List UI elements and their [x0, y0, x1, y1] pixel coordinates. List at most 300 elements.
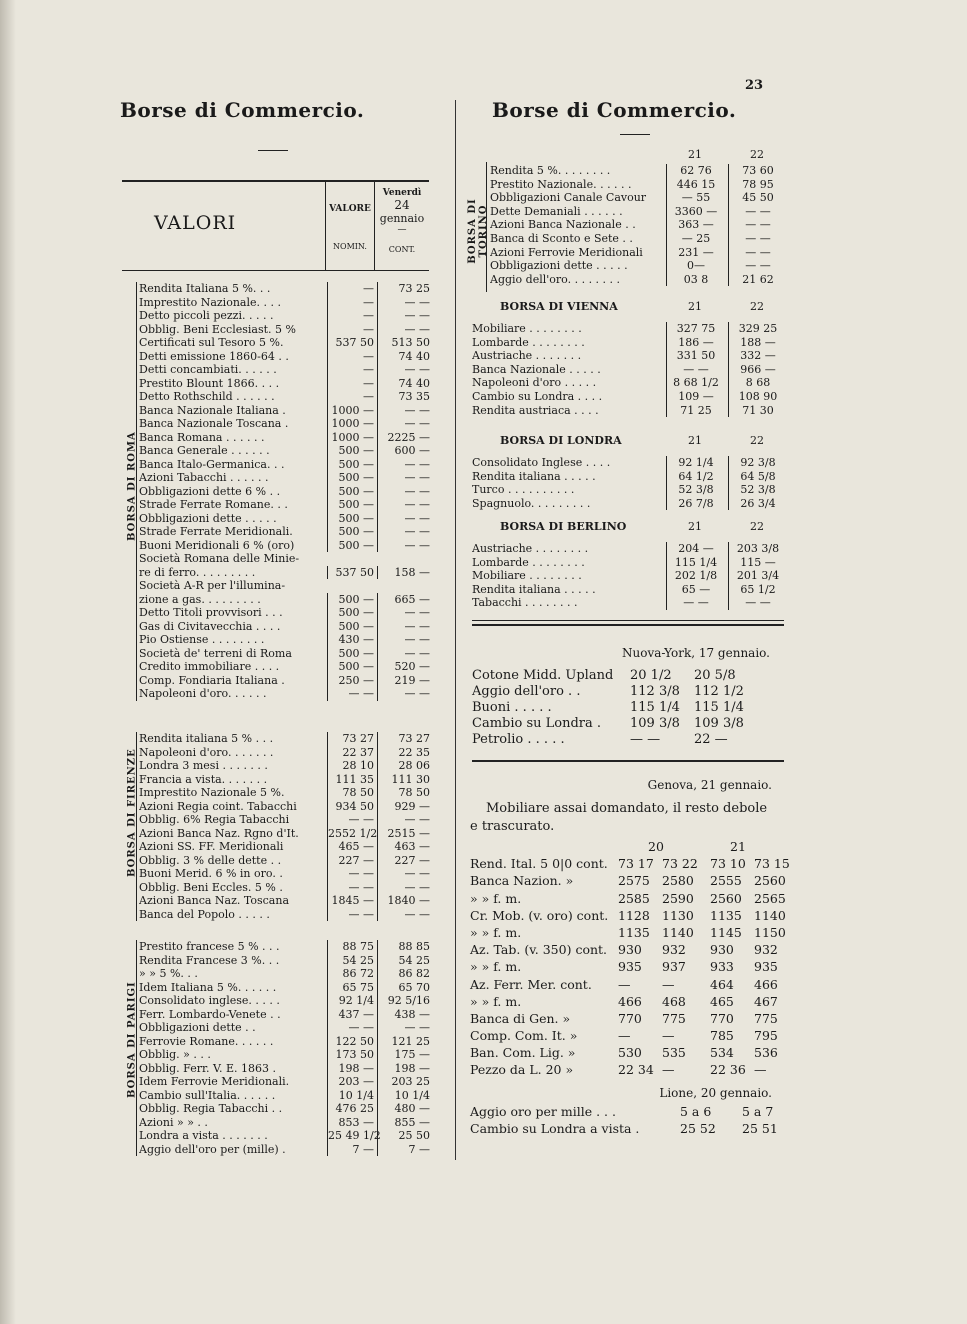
row-value: 1145: [710, 924, 742, 940]
row-nominal: 22 37: [327, 746, 376, 760]
row-name: Lombarde . . . . . . . .: [472, 335, 585, 349]
table-row: [488, 191, 790, 205]
table-row: [137, 1089, 433, 1103]
row-name: Imprestito Nazionale 5 %.: [139, 786, 285, 799]
table-row: [470, 583, 790, 597]
row-name: Austriache . . . . . . .: [472, 349, 582, 363]
table-row: [472, 732, 772, 748]
row-name: Obbligazioni Canale Cavour: [490, 191, 647, 205]
valore-label: VALORE: [329, 204, 371, 214]
row-name: Lombarde . . . . . . . .: [472, 555, 585, 569]
row-value-21: 109 —: [666, 390, 725, 404]
row-nominal: 203 —: [327, 1075, 376, 1089]
row-name: Azioni Ferrovie Meridionali: [490, 245, 643, 259]
left-section: [122, 282, 432, 701]
table-row: [470, 322, 790, 336]
table-row: [137, 759, 433, 773]
row-nominal: 430 —: [327, 633, 376, 647]
row-name: Turco . . . . . . . . . .: [472, 483, 575, 497]
row-name: re di ferro. . . . . . . . .: [139, 565, 256, 579]
table-row: [137, 471, 433, 485]
table-row: [137, 390, 433, 404]
row-value: 438 —: [377, 1008, 432, 1022]
row-value: 665 —: [377, 593, 432, 607]
row-value: 111 30: [377, 773, 432, 787]
row-value: — —: [377, 647, 432, 661]
row-value-21: 52 3/8: [666, 483, 725, 497]
nomin-label: NOMIN.: [333, 242, 367, 251]
row-nominal: 500 —: [327, 620, 376, 634]
row-value-22: 45 50: [728, 191, 787, 205]
table-row: [137, 840, 433, 854]
row-value: 92 5/16: [377, 994, 432, 1008]
row-value: —: [662, 976, 675, 992]
table-row: [470, 390, 790, 404]
row-name: Detto Titoli provvisori . . .: [139, 606, 283, 619]
table-row: [137, 687, 433, 701]
row-name: Consolidato inglese. . . . .: [139, 994, 280, 1007]
row-name: Obblig. 6% Regia Tabacchi: [139, 813, 290, 826]
row-nominal: — —: [327, 1021, 376, 1035]
row-nominal: 500 —: [327, 660, 376, 674]
page-number: 23: [745, 78, 764, 93]
row-name: Obblig. Regia Tabacchi . .: [139, 1102, 283, 1115]
row-nominal: — —: [327, 813, 376, 827]
row-nominal: 86 72: [327, 967, 376, 981]
table-row: [488, 246, 790, 260]
cont-label: CONT.: [388, 245, 416, 254]
row-value: 930: [710, 942, 734, 958]
row-value-22: — —: [728, 205, 787, 219]
row-value: 935: [754, 959, 778, 975]
row-value: 534: [710, 1045, 734, 1061]
row-value: 73 10: [710, 856, 746, 872]
row-value: — —: [377, 908, 432, 922]
table-row: [470, 470, 790, 484]
market-date-1: 21: [688, 520, 702, 533]
row-name: Prestito Blount 1866. . . .: [139, 376, 280, 390]
row-name: Detti concambiati. . . . . .: [139, 363, 277, 376]
row-name: Certificati sul Tesoro 5 %.: [139, 336, 284, 349]
table-row: [470, 872, 790, 889]
month-label: gennaio: [379, 212, 425, 225]
row-value-22: 203 3/8: [728, 542, 787, 556]
market-date-2: 22: [750, 434, 764, 447]
row-name: Gas di Civitavecchia . . . .: [139, 619, 281, 633]
row-value-21: — —: [666, 363, 725, 377]
row-value: 73 17: [618, 856, 654, 872]
table-row: [470, 1103, 790, 1120]
row-name: Obblig. » . . .: [139, 1048, 211, 1061]
row-value: — —: [377, 606, 432, 620]
row-nominal: 1000 —: [327, 417, 376, 431]
row-name: Rend. Ital. 5 0|0 cont.: [470, 856, 608, 872]
row-value: 795: [754, 1028, 778, 1044]
row-name: Rendita italiana 5 % . . .: [139, 732, 274, 745]
row-name: » » f. m.: [470, 959, 522, 975]
row-name: Idem Italiana 5 %. . . . . .: [139, 980, 277, 994]
section-body: [136, 732, 433, 921]
row-value: 73 15: [754, 856, 790, 872]
row-name: Azioni SS. FF. Meridionali: [139, 840, 284, 853]
row-name: » » f. m.: [470, 924, 522, 940]
row-nominal: —: [327, 309, 376, 323]
row-nominal: 25 49 1/2: [328, 1129, 381, 1142]
row-value-22: 71 30: [728, 404, 787, 418]
row-value: 1840 —: [377, 894, 432, 908]
row-value-22: 108 90: [728, 390, 787, 404]
row-value-1: 109 3/8: [630, 716, 680, 731]
row-name: Aggio oro per mille . . .: [470, 1103, 616, 1119]
row-value: — —: [377, 512, 432, 526]
row-value-22: 115 —: [728, 556, 787, 570]
row-value-21: — —: [666, 596, 725, 610]
row-name: » » f. m.: [470, 993, 522, 1009]
row-value-22: — —: [728, 246, 787, 260]
row-name: Banca Generale . . . . . .: [139, 444, 270, 457]
row-nominal: 500 —: [327, 647, 376, 661]
market-date-2: 22: [750, 300, 764, 313]
row-value: —: [618, 976, 631, 992]
row-value-2: 5 a 7: [742, 1103, 774, 1119]
row-name: Banca Nazionale . . . . .: [472, 362, 601, 376]
row-nominal: 500 —: [327, 525, 376, 539]
table-row: [137, 1021, 433, 1035]
row-value: 7 —: [377, 1143, 432, 1157]
table-row: [137, 1116, 433, 1130]
row-name: Obbligazioni dette 6 % . .: [139, 484, 281, 498]
row-value: 73 25: [377, 282, 432, 296]
right-title: Borse di Commercio.: [492, 98, 737, 122]
table-row: [470, 569, 790, 583]
row-nominal: 198 —: [327, 1062, 376, 1076]
row-value: 770: [618, 1010, 642, 1026]
torino-dates: 21 22: [688, 148, 764, 161]
section-body: [136, 940, 433, 1156]
table-row: [137, 1143, 433, 1157]
row-value-21: 0—: [666, 259, 725, 273]
table-row: [488, 232, 790, 246]
row-value: —: [662, 1062, 675, 1078]
row-nominal: 853 —: [327, 1116, 376, 1130]
row-name: Buoni . . . . .: [472, 700, 552, 715]
row-name: Comp. Fondiaria Italiana .: [139, 673, 285, 687]
table-row: [488, 218, 790, 232]
row-name: Aggio dell'oro. . . . . . . .: [490, 272, 621, 286]
row-value-21: 231 —: [666, 246, 725, 260]
row-value: 467: [754, 993, 778, 1009]
row-name: Azioni » » . .: [139, 1115, 208, 1129]
row-value: 28 06: [377, 759, 432, 773]
row-nominal: 88 75: [327, 940, 376, 954]
section-side-label: [122, 732, 136, 921]
table-row: [137, 282, 433, 296]
row-value: 775: [662, 1010, 686, 1026]
row-value: — —: [377, 417, 432, 431]
row-nominal: 73 27: [327, 732, 376, 746]
table-row: [137, 732, 433, 746]
row-name: Prestito francese 5 % . . .: [139, 940, 280, 953]
row-value: — —: [377, 485, 432, 499]
section-label: BORSA DI ROMA: [126, 431, 138, 542]
table-row: [137, 309, 433, 323]
row-value: 2225 —: [377, 431, 432, 445]
row-value: 535: [662, 1045, 686, 1061]
values-table-header: VALORI VALORE NOMIN. Venerdì 24 gennaio — CONT.: [122, 180, 429, 271]
table-row: [137, 363, 433, 377]
row-value: 121 25: [377, 1035, 432, 1049]
market-block: [470, 298, 790, 417]
table-row: [488, 205, 790, 219]
row-name: Austriache . . . . . . . .: [472, 542, 589, 555]
row-value-1: 25 52: [680, 1120, 716, 1136]
table-row: [137, 458, 433, 472]
lione-heading: Lione, 20 gennaio.: [659, 1085, 772, 1100]
row-name: Cotone Midd. Upland: [472, 668, 614, 683]
row-value: 1135: [710, 907, 742, 923]
rule-markets-end-1: [472, 620, 784, 621]
table-row: [472, 716, 772, 732]
table-row: [470, 1061, 790, 1078]
row-value: 198 —: [377, 1062, 432, 1076]
row-value: 770: [710, 1010, 734, 1026]
table-row: [137, 746, 433, 760]
row-name: Tabacchi . . . . . . . .: [472, 596, 578, 610]
row-value-1: 112 3/8: [630, 684, 680, 699]
genova-heading: Genova, 21 gennaio.: [647, 778, 772, 792]
table-row: [137, 512, 433, 526]
row-value-22: 92 3/8: [728, 456, 787, 470]
row-nominal: 250 —: [327, 674, 376, 688]
table-row: [137, 431, 433, 445]
row-value-2: 22 —: [694, 732, 728, 747]
row-value-22: 73 60: [728, 164, 787, 178]
row-value: 513 50: [377, 336, 432, 350]
page-spine-shadow: [0, 0, 16, 1324]
row-value: — —: [377, 813, 432, 827]
newyork-heading: Nuova-York, 17 gennaio.: [621, 646, 770, 660]
row-name: Rendita Italiana 5 %. . .: [139, 282, 271, 295]
table-row: [470, 855, 790, 872]
table-row: [470, 456, 790, 470]
row-name: Detto piccoli pezzi. . . . .: [139, 309, 274, 322]
row-value: 2560: [710, 890, 742, 906]
table-row: [137, 566, 433, 580]
market-heading: [470, 432, 790, 450]
table-row: [137, 786, 433, 800]
row-value: 468: [662, 993, 686, 1009]
row-value: — —: [377, 471, 432, 485]
row-nominal: 934 50: [327, 800, 376, 814]
row-value: 10 1/4: [377, 1089, 432, 1103]
row-value-2: 115 1/4: [694, 700, 744, 715]
table-row: [137, 404, 433, 418]
row-name: Credito immobiliare . . . .: [139, 660, 280, 673]
row-value-22: 8 68: [728, 376, 787, 390]
venerdi-label: Venerdì: [382, 188, 422, 198]
table-row: [470, 1010, 790, 1027]
rule-markets-end-2: [472, 624, 784, 626]
table-row: [137, 1075, 433, 1089]
row-value: — —: [377, 620, 432, 634]
table-row: [137, 1035, 433, 1049]
row-name: Banca Nazion. »: [470, 873, 574, 889]
row-nominal: 500 —: [327, 458, 376, 472]
row-name: Banca del Popolo . . . . .: [139, 907, 270, 921]
table-row: [137, 647, 433, 661]
row-nominal: — —: [327, 687, 376, 701]
row-value: 932: [754, 942, 778, 958]
table-row: [137, 485, 433, 499]
row-value: — —: [377, 296, 432, 310]
row-value-2: 109 3/8: [694, 716, 744, 731]
genova-date-1: 20: [648, 839, 664, 854]
row-value-22: — —: [728, 596, 787, 610]
row-value-21: 65 —: [666, 583, 725, 597]
row-value: — —: [377, 498, 432, 512]
table-row: [470, 1027, 790, 1044]
row-value: 25 50: [377, 1129, 432, 1143]
row-value-21: 186 —: [666, 336, 725, 350]
row-nominal: 54 25: [327, 954, 376, 968]
row-value: —: [662, 1028, 675, 1044]
row-value-2: 112 1/2: [694, 684, 744, 699]
row-name: Cambio su Londra .: [472, 716, 602, 731]
table-row: [137, 800, 433, 814]
row-value-21: 331 50: [666, 349, 725, 363]
row-value-21: 327 75: [666, 322, 725, 336]
row-name: Obblig. 3 % delle dette . .: [139, 853, 282, 867]
row-name: Pio Ostiense . . . . . . . .: [139, 633, 265, 646]
table-row: [137, 377, 433, 391]
row-value: 930: [618, 942, 642, 958]
row-name: Az. Ferr. Mer. cont.: [470, 976, 592, 992]
row-value: 2560: [754, 873, 786, 889]
left-section: [122, 940, 432, 1156]
table-row: [137, 417, 433, 431]
row-value: 2555: [710, 873, 742, 889]
row-nominal: —: [327, 350, 376, 364]
table-row: [488, 259, 790, 273]
row-value: 175 —: [377, 1048, 432, 1062]
row-name: Azioni Banca Nazionale . .: [490, 218, 636, 232]
row-value: — —: [377, 633, 432, 647]
genova-date-2: 21: [730, 839, 746, 854]
row-name: Buoni Meridionali 6 % (oro): [139, 538, 295, 552]
row-nominal: 7 —: [327, 1143, 376, 1157]
table-row: [137, 881, 433, 895]
left-section: [122, 732, 432, 921]
row-value-21: 115 1/4: [666, 556, 725, 570]
row-name: Obbligazioni dette . .: [139, 1021, 256, 1034]
row-value-22: 21 62: [728, 273, 787, 287]
row-name: Banca di Gen. »: [470, 1010, 571, 1026]
row-nominal: 1000 —: [327, 431, 376, 445]
table-row: [137, 994, 433, 1008]
row-value-21: 64 1/2: [666, 470, 725, 484]
genova-note: Mobiliare assai domandato, il resto debole e trascurato.: [470, 801, 768, 834]
row-value: 73 27: [377, 732, 432, 746]
row-value-22: 64 5/8: [728, 470, 787, 484]
table-row: [137, 633, 433, 647]
market-name: BORSA DI BERLINO: [500, 520, 627, 533]
row-value-22: 332 —: [728, 349, 787, 363]
table-row: [137, 674, 433, 688]
row-name: Obbligazioni dette . . . . .: [139, 511, 277, 525]
row-value: 22 36: [710, 1062, 746, 1078]
torino-side-label: BORSA DI TORINO: [470, 162, 487, 292]
row-value: — —: [377, 363, 432, 377]
row-name: Cambio sull'Italia. . . . . .: [139, 1088, 276, 1102]
market-name: BORSA DI VIENNA: [500, 300, 618, 313]
row-name: Ferr. Lombardo-Venete . .: [139, 1007, 281, 1021]
row-nominal: —: [327, 323, 376, 337]
row-value-21: 204 —: [666, 542, 725, 556]
row-value: — —: [377, 687, 432, 701]
row-name: Ban. Com. Lig. »: [470, 1045, 576, 1061]
row-value-21: 62 76: [666, 164, 725, 178]
row-nominal: 92 1/4: [327, 994, 376, 1008]
row-name: Prestito Nazionale. . . . . .: [490, 177, 632, 191]
row-value: 464: [710, 976, 734, 992]
row-name: Comp. Com. It. »: [470, 1028, 578, 1044]
market-date-1: 21: [688, 434, 702, 447]
row-value: — —: [377, 525, 432, 539]
table-row: [488, 178, 790, 192]
row-nominal: 437 —: [327, 1008, 376, 1022]
row-value: 1150: [754, 924, 786, 940]
row-value: 2590: [662, 890, 694, 906]
table-row: [472, 668, 772, 684]
table-row: [488, 164, 790, 178]
section-label: BORSA DI PARIGI: [126, 981, 138, 1098]
row-name: Banca Romana . . . . . .: [139, 430, 265, 444]
row-value: 88 85: [377, 940, 432, 954]
row-value-22: — —: [728, 259, 787, 273]
row-value: 2565: [754, 890, 786, 906]
table-row: [137, 620, 433, 634]
table-row: [470, 596, 790, 610]
row-nominal: 500 —: [327, 593, 376, 607]
row-nominal: 500 —: [327, 539, 376, 553]
market-name: BORSA DI LONDRA: [500, 434, 622, 447]
table-row: [137, 773, 433, 787]
row-value: 2515 —: [377, 827, 432, 841]
row-name: Aggio dell'oro per (mille) .: [139, 1142, 286, 1156]
valori-heading: VALORI: [154, 212, 237, 234]
rule-genova: [472, 760, 784, 762]
table-row: [470, 976, 790, 993]
row-value: 2585: [618, 890, 650, 906]
day-label: 24: [394, 198, 410, 212]
row-name: Cambio su Londra . . . .: [472, 389, 603, 403]
row-nominal: 500 —: [327, 512, 376, 526]
row-value: 86 82: [377, 967, 432, 981]
table-row: [137, 296, 433, 310]
row-name: Banca Italo-Germanica. . .: [139, 457, 285, 471]
table-row: [470, 336, 790, 350]
row-name: Rendita 5 %. . . . . . . .: [490, 164, 611, 177]
row-value: 785: [710, 1028, 734, 1044]
row-value-2: 25 51: [742, 1120, 778, 1136]
table-row: [472, 684, 772, 700]
table-row: [470, 1120, 790, 1137]
column-separator: [455, 100, 456, 1160]
row-nominal: 111 35: [327, 773, 376, 787]
table-row: [137, 894, 433, 908]
table-row: [137, 813, 433, 827]
table-row: [470, 404, 790, 418]
